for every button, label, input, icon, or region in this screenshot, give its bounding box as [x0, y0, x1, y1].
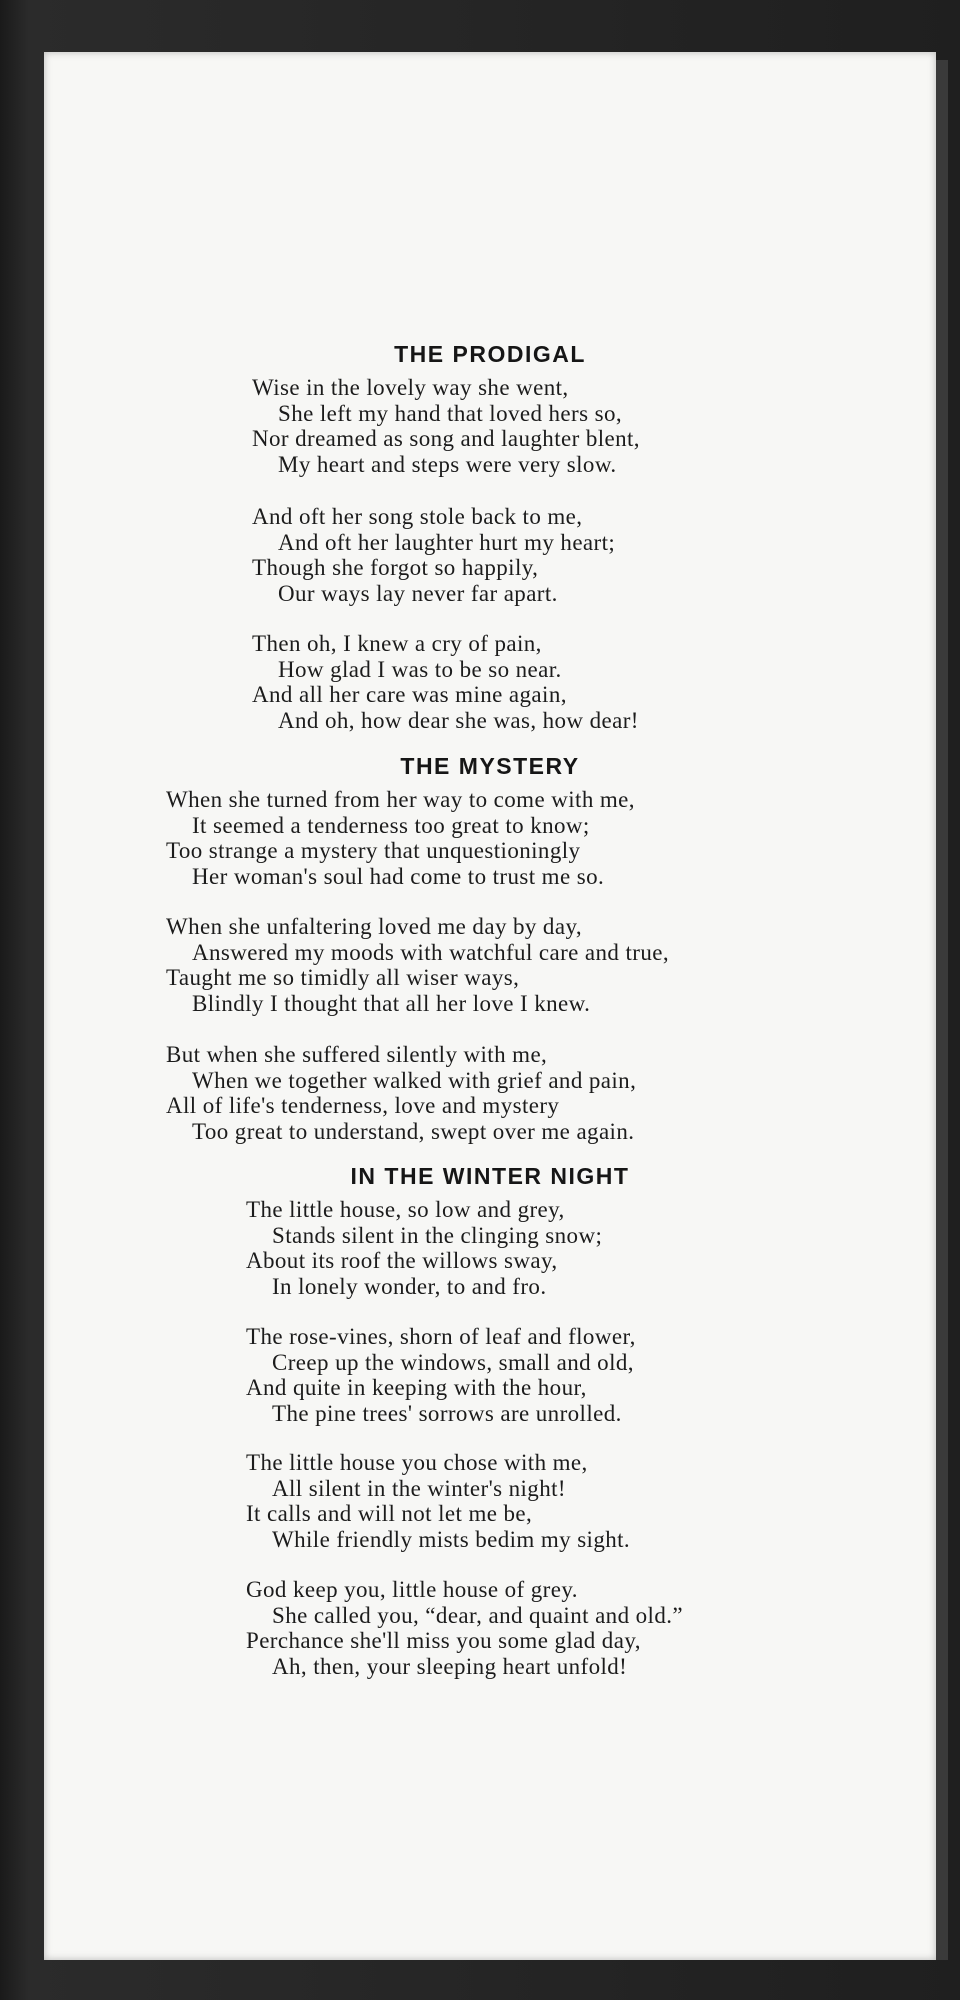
poem-line: She called you, “dear, and quaint and old.”: [272, 1602, 683, 1628]
poem-line: It calls and will not let me be,: [246, 1501, 533, 1526]
poem-line: Answered my moods with watchful care and true,: [192, 939, 669, 965]
poem-line: Ah, then, your sleeping heart unfold!: [272, 1653, 628, 1679]
stanza: [246, 1577, 683, 1679]
stanza: [166, 914, 669, 1016]
poem-line: Perchance she'll miss you some glad day,: [246, 1628, 641, 1653]
poem-line: Taught me so timidly all wiser ways,: [166, 965, 520, 990]
stanza: [166, 1042, 636, 1144]
poem-line: But when she suffered silently with me,: [166, 1042, 548, 1067]
poem-line: Though she forgot so happily,: [252, 555, 539, 580]
poem-line: In lonely wonder, to and fro.: [272, 1273, 547, 1299]
poem-line: She left my hand that loved hers so,: [278, 400, 623, 426]
poem-line: When she turned from her way to come with me,: [166, 787, 635, 812]
stanza: [246, 1450, 630, 1552]
poem-line: Wise in the lovely way she went,: [252, 375, 569, 400]
stanza: [252, 631, 639, 733]
poem-line: Too strange a mystery that unquestioningly: [166, 838, 581, 863]
poem-line: And oft her song stole back to me,: [252, 504, 583, 529]
poem-line: And all her care was mine again,: [252, 682, 567, 707]
poem-line: How glad I was to be so near.: [278, 656, 562, 682]
poem-line: When she unfaltering loved me day by day,: [166, 914, 583, 939]
stanza: [246, 1324, 636, 1426]
poem-line: Her woman's soul had come to trust me so.: [192, 863, 605, 889]
poem-line: Too great to understand, swept over me again.: [192, 1118, 635, 1144]
stanza: [252, 504, 615, 606]
poem-line: Creep up the windows, small and old,: [272, 1349, 634, 1375]
poem-line: God keep you, little house of grey.: [246, 1577, 578, 1602]
poem-title: IN THE WINTER NIGHT: [350, 1163, 630, 1189]
poem-line: Our ways lay never far apart.: [278, 580, 558, 606]
poem-line: The rose-vines, shorn of leaf and flower,: [246, 1324, 636, 1349]
poem-line: Blindly I thought that all her love I knew.: [192, 990, 591, 1016]
poem-line: About its roof the willows sway,: [246, 1248, 558, 1273]
poem-line: All silent in the winter's night!: [272, 1475, 566, 1501]
poem-line: The little house you chose with me,: [246, 1450, 588, 1475]
poem-title: THE MYSTERY: [400, 753, 580, 779]
poem-line: While friendly mists bedim my sight.: [272, 1526, 631, 1552]
poem-line: When we together walked with grief and pain,: [192, 1067, 637, 1093]
stanza: [252, 375, 640, 477]
stanza: [246, 1197, 602, 1299]
poem-line: And oh, how dear she was, how dear!: [278, 707, 639, 733]
poem-line: Nor dreamed as song and laughter blent,: [252, 426, 640, 451]
poem-line: The pine trees' sorrows are unrolled.: [272, 1400, 622, 1426]
poem-line: My heart and steps were very slow.: [278, 451, 617, 477]
poem-line: All of life's tenderness, love and mystery: [166, 1093, 560, 1118]
poem-line: Stands silent in the clinging snow;: [272, 1222, 603, 1248]
poem-line: Then oh, I knew a cry of pain,: [252, 631, 542, 656]
poem-line: The little house, so low and grey,: [246, 1197, 565, 1222]
poem-line: And quite in keeping with the hour,: [246, 1375, 587, 1400]
stanza: [166, 787, 635, 889]
poem-line: It seemed a tenderness too great to know;: [192, 812, 590, 838]
poem-title: THE PRODIGAL: [394, 341, 586, 367]
page-edge: [936, 60, 948, 1960]
document-page: [44, 52, 936, 1960]
poem-line: And oft her laughter hurt my heart;: [278, 529, 616, 555]
